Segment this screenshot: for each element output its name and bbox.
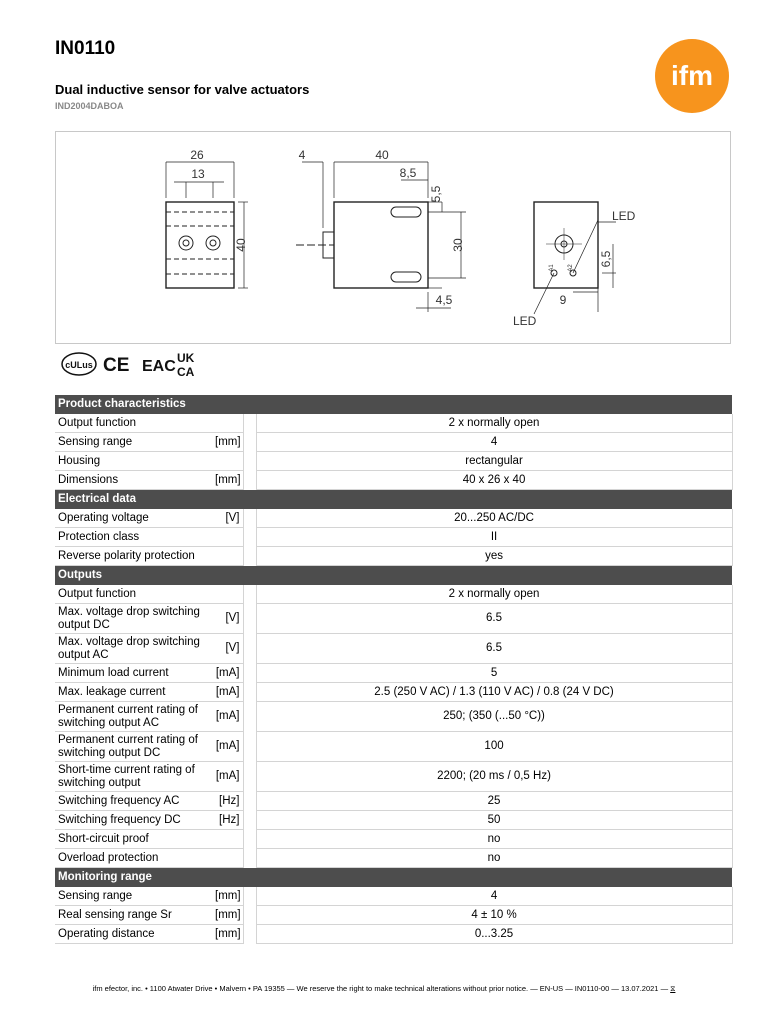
property-value: 2 x normally open [256,414,732,433]
property-name: Overload protection [55,849,212,868]
column-gap [243,683,256,702]
section-title: Monitoring range [55,868,732,888]
property-unit: [mA] [212,664,243,683]
property-name: Real sensing range Sr [55,906,212,925]
dim-13-label: 13 [191,167,205,181]
property-unit: [mA] [212,683,243,702]
svg-text:UK: UK [177,351,195,365]
column-gap [243,634,256,664]
table-row [55,634,732,664]
column-gap [243,528,256,547]
property-name: Reverse polarity protection [55,547,212,566]
column-gap [243,792,256,811]
dim-65-label: 6,5 [599,250,613,268]
table-row [55,830,732,849]
section-title: Electrical data [55,490,732,510]
property-value: 4 [256,887,732,906]
footer-text: ifm efector, inc. • 1100 Atwater Drive • Malvern • PA 19355 — We reserve the right to make technical alterations without prior notice. — EN-US — IN0110-00 — 13.07.2021 — [92,984,669,993]
article-number: IND2004DABOA [55,101,124,111]
column-gap [243,585,256,604]
table-row [55,849,732,868]
dim-4-label: 4 [298,148,306,162]
table-row [55,664,732,683]
property-unit [212,414,243,433]
section-title: Outputs [55,566,732,586]
property-unit: [V] [212,604,243,634]
property-name: Permanent current rating of switching output AC [55,702,212,732]
column-gap [243,604,256,634]
column-gap [243,887,256,906]
property-name: Sensing range [55,433,212,452]
dim-85-label: 8,5 [399,166,417,180]
specification-table [55,395,733,944]
property-name: Output function [55,414,212,433]
ifm-logo [653,37,731,115]
table-row [55,471,732,490]
a2-label: A2 [568,264,574,272]
property-value: 5 [256,664,732,683]
column-gap [243,925,256,944]
front-view [166,148,248,288]
property-value: 0...3.25 [256,925,732,944]
property-value: 40 x 26 x 40 [256,471,732,490]
table-row [55,683,732,702]
column-gap [243,830,256,849]
property-name: Minimum load current [55,664,212,683]
table-row [55,906,732,925]
document-icon: ⧖ [670,984,676,993]
property-name: Dimensions [55,471,212,490]
table-row [55,762,732,792]
property-value: 2 x normally open [256,585,732,604]
column-gap [243,509,256,528]
logo-text: ifm [671,60,713,91]
table-row [55,547,732,566]
property-value: yes [256,547,732,566]
column-gap [243,732,256,762]
product-description: Dual inductive sensor for valve actuators [55,82,310,97]
cul-us-text: cULus [65,360,93,370]
column-gap [243,547,256,566]
property-name: Max. leakage current [55,683,212,702]
table-row [55,585,732,604]
property-unit [212,830,243,849]
property-unit: [V] [212,634,243,664]
section-header [55,566,732,586]
property-unit: [mA] [212,762,243,792]
property-unit: [mm] [212,925,243,944]
property-name: Switching frequency AC [55,792,212,811]
property-unit: [mA] [212,702,243,732]
section-header [55,490,732,510]
table-row [55,732,732,762]
property-name: Max. voltage drop switching output DC [55,604,212,634]
property-value: 2200; (20 ms / 0,5 Hz) [256,762,732,792]
section-title: Product characteristics [55,395,732,414]
table-row [55,925,732,944]
table-row [55,433,732,452]
section-header [55,395,732,414]
dim-9-label: 9 [559,293,567,307]
property-value: 20...250 AC/DC [256,509,732,528]
property-unit [212,849,243,868]
property-name: Short-circuit proof [55,830,212,849]
product-code: IN0110 [55,38,116,59]
table-row [55,702,732,732]
table-row [55,792,732,811]
ukca-mark [177,351,195,378]
property-value: 4 ± 10 % [256,906,732,925]
property-value: rectangular [256,452,732,471]
property-unit [212,547,243,566]
table-row [55,528,732,547]
column-gap [243,811,256,830]
svg-text:CA: CA [177,365,195,378]
property-name: Max. voltage drop switching output AC [55,634,212,664]
column-gap [243,762,256,792]
property-value: 25 [256,792,732,811]
eac-mark: EAC [142,358,176,375]
footer [0,984,768,994]
column-gap [243,471,256,490]
property-name: Operating distance [55,925,212,944]
property-unit: [Hz] [212,792,243,811]
led-top-label: LED [612,209,636,223]
property-name: Housing [55,452,212,471]
ce-mark: CE [103,355,130,376]
table-row [55,452,732,471]
table-row [55,811,732,830]
property-name: Short-time current rating of switching output [55,762,212,792]
column-gap [243,849,256,868]
table-row [55,604,732,634]
dim-55-label: 5,5 [429,185,443,203]
property-value: II [256,528,732,547]
property-unit [212,528,243,547]
property-value: 6.5 [256,634,732,664]
column-gap [243,702,256,732]
property-value: no [256,849,732,868]
property-unit: [Hz] [212,811,243,830]
property-name: Protection class [55,528,212,547]
dim-40-length-label: 40 [375,148,389,162]
dimension-drawing [55,131,731,344]
property-value: 100 [256,732,732,762]
property-unit [212,452,243,471]
column-gap [243,906,256,925]
property-unit: [mm] [212,433,243,452]
property-unit: [V] [212,509,243,528]
property-name: Sensing range [55,887,212,906]
property-value: 4 [256,433,732,452]
property-name: Operating voltage [55,509,212,528]
property-unit: [mA] [212,732,243,762]
property-name: Output function [55,585,212,604]
dim-45-label: 4,5 [435,293,453,307]
dim-40-height-label: 40 [234,238,248,252]
a1-label: A1 [549,264,555,272]
top-view [513,202,636,328]
side-view [296,148,466,312]
property-unit: [mm] [212,887,243,906]
column-gap [243,414,256,433]
property-value: 2.5 (250 V AC) / 1.3 (110 V AC) / 0.8 (24 V DC) [256,683,732,702]
property-value: 50 [256,811,732,830]
table-row [55,414,732,433]
property-name: Permanent current rating of switching output DC [55,732,212,762]
property-unit: [mm] [212,906,243,925]
property-name: Switching frequency DC [55,811,212,830]
property-unit [212,585,243,604]
column-gap [243,433,256,452]
property-value: 250; (350 (...50 °C)) [256,702,732,732]
dim-26-label: 26 [190,148,204,162]
property-value: no [256,830,732,849]
dim-30-label: 30 [451,238,465,252]
property-value: 6.5 [256,604,732,634]
led-bottom-label: LED [513,314,537,328]
certification-marks [57,350,217,378]
column-gap [243,664,256,683]
cul-us-mark [62,353,96,375]
column-gap [243,452,256,471]
table-row [55,887,732,906]
table-row [55,509,732,528]
property-unit: [mm] [212,471,243,490]
section-header [55,868,732,888]
